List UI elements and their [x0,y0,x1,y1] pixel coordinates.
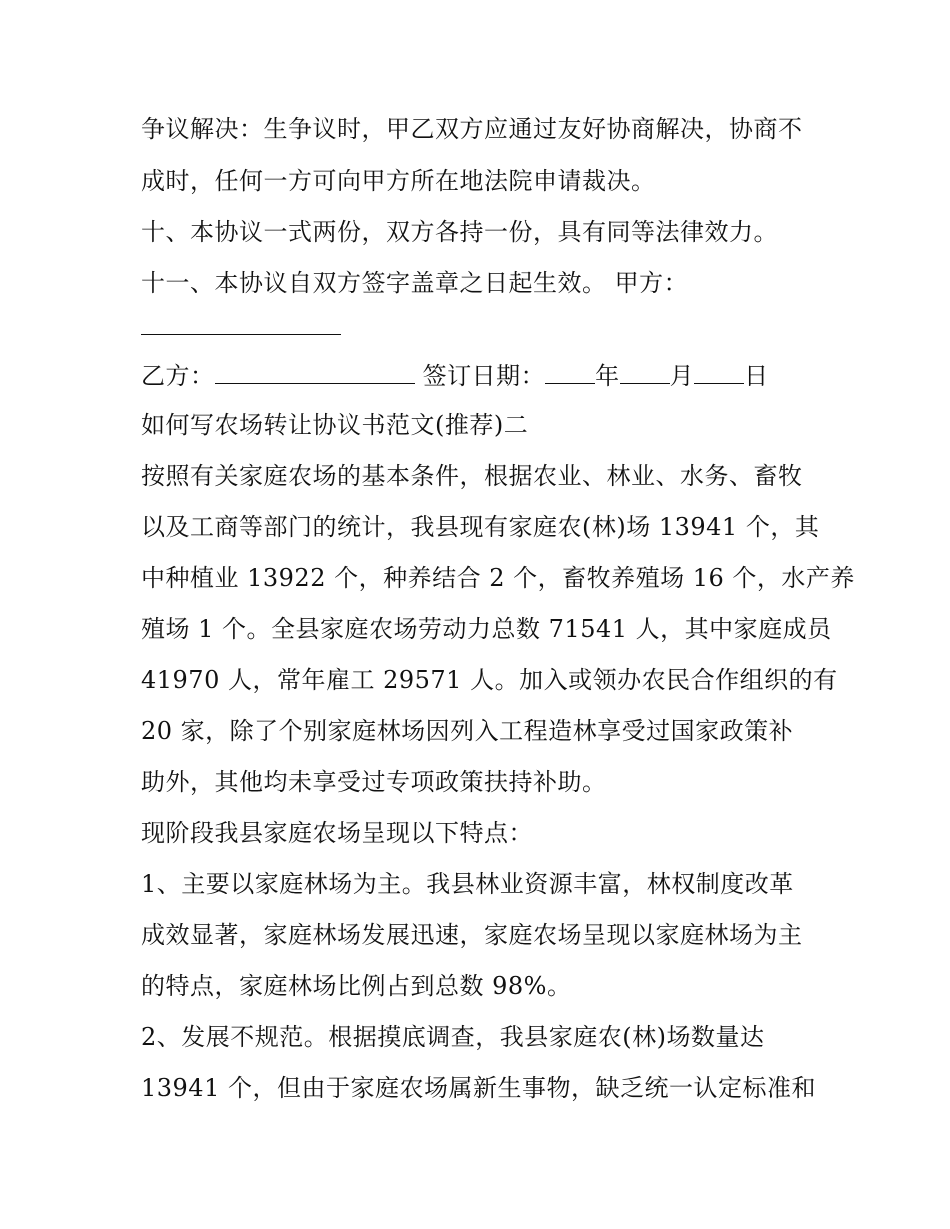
year-blank [545,361,595,384]
day-blank [694,361,744,384]
text-line: 按照有关家庭农场的基本条件，根据农业、林业、水务、畜牧 [141,462,803,490]
text-line: 争议解决：生争议时，甲乙双方应通过友好协商解决，协商不 [141,115,803,143]
month-blank [620,361,670,384]
text-line: 殖场 1 个。全县家庭农场劳动力总数 71541 人，其中家庭成员 [141,615,832,643]
signature-line-party-a [141,312,831,342]
text-line: 十一、本协议自双方签字盖章之日起生效。 甲方： [141,269,689,297]
text-line: 13941 个，但由于家庭农场属新生事物，缺乏统一认定标准和 [141,1074,816,1102]
text-line: 中种植业 13922 个，种养结合 2 个，畜牧养殖场 16 个，水产养 [141,564,855,592]
text-line: 1、主要以家庭林场为主。我县林业资源丰富，林权制度改革 [141,870,794,898]
text-line: 2、发展不规范。根据摸底调查，我县家庭农(林)场数量达 [141,1023,765,1051]
day-label: 日 [744,362,769,390]
text-line: 以及工商等部门的统计，我县现有家庭农(林)场 13941 个，其 [141,513,820,541]
text-line: 成时，任何一方可向甲方所在地法院申请裁决。 [141,167,656,195]
text-line: 41970 人，常年雇工 29571 人。加入或领办农民合作组织的有 [141,666,838,694]
section-title: 如何写农场转让协议书范文(推荐)二 [141,411,529,439]
text-line: 20 家，除了个别家庭林场因列入工程造林享受过国家政策补 [141,717,794,745]
party-b-blank [215,361,415,384]
party-b-label: 乙方： [141,362,215,390]
party-a-blank [141,312,341,335]
text-line: 成效显著，家庭林场发展迅速，家庭农场呈现以家庭林场为主 [141,921,803,949]
month-label: 月 [669,362,695,390]
signature-line-party-b [141,361,831,391]
text-line: 现阶段我县家庭农场呈现以下特点： [141,819,533,847]
year-label: 年 [595,362,620,390]
text-line: 十、本协议一式两份，双方各持一份，具有同等法律效力。 [141,218,778,246]
text-line: 助外，其他均未享受过专项政策扶持补助。 [141,768,607,796]
text-line: 的特点，家庭林场比例占到总数 98%。 [141,972,572,1000]
sign-date-label: 签订日期： [422,362,546,390]
